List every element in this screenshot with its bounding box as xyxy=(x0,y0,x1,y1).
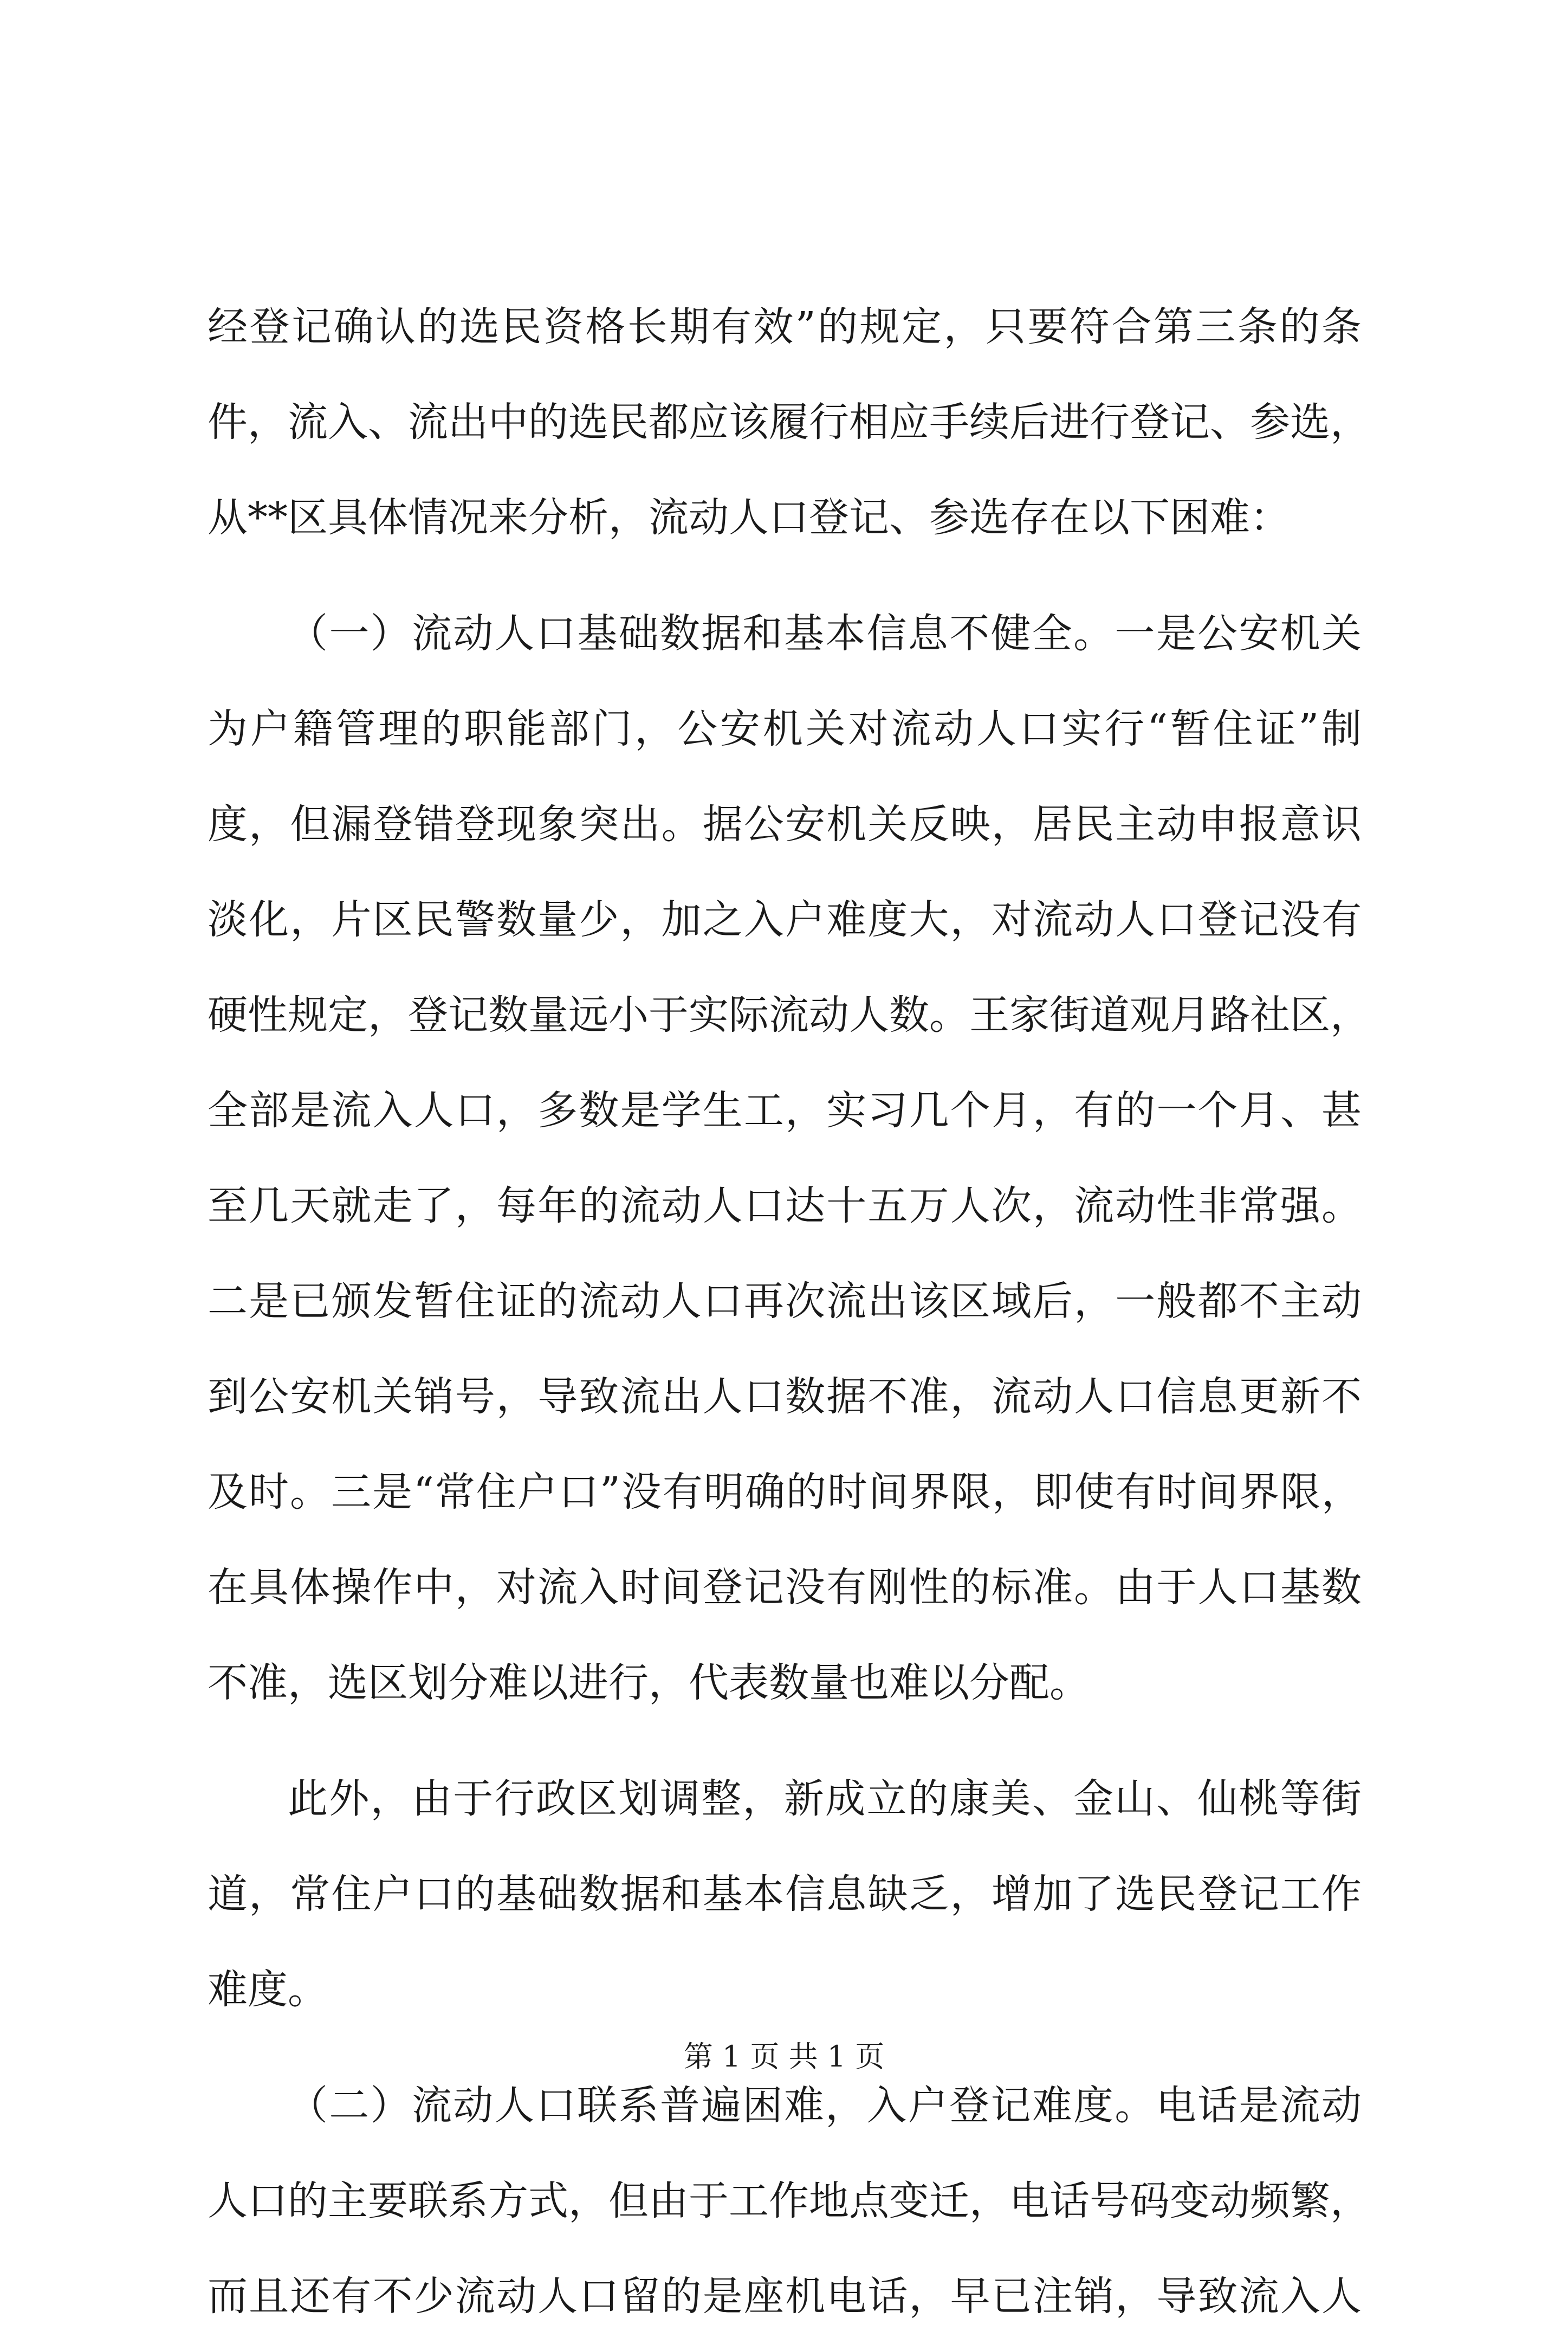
text-line: 度，但漏登错登现象突出。据公安机关反映，居民主动申报意识 xyxy=(208,801,1362,848)
paragraph-gap xyxy=(208,565,1362,586)
text-line: 至几天就走了，每年的流动人口达十五万人次，流动性非常强。 xyxy=(208,1183,1362,1229)
text-line: （二）流动人口联系普遍困难，入户登记难度。电话是流动 xyxy=(288,2082,1362,2129)
text-line: 从**区具体情况来分析，流动人口登记、参选存在以下困难： xyxy=(208,494,1290,541)
text-line: （一）流动人口基础数据和基本信息不健全。一是公安机关 xyxy=(288,610,1362,657)
text-line: 二是已颁发暂住证的流动人口再次流出该区域后，一般都不主动 xyxy=(208,1278,1362,1325)
text-line: 此外，由于行政区划调整，新成立的康美、金山、仙桃等街 xyxy=(288,1775,1362,1822)
text-line: 及时。三是“常住户口”没有明确的时间界限，即使有时间界限， xyxy=(208,1469,1362,1515)
text-line: 人口的主要联系方式，但由于工作地点变迁，电话号码变动频繁， xyxy=(208,2178,1370,2224)
text-line: 件，流入、流出中的选民都应该履行相应手续后进行登记、参选， xyxy=(208,399,1370,445)
page-number-label: 第 1 页 共 1 页 xyxy=(683,2039,885,2074)
text-line: 不准，选区划分难以进行，代表数量也难以分配。 xyxy=(208,1659,1090,1706)
text-line: 道，常住户口的基础数据和基本信息缺乏，增加了选民登记工作 xyxy=(208,1871,1362,1917)
text-line: 在具体操作中，对流入时间登记没有刚性的标准。由于人口基数 xyxy=(208,1564,1362,1611)
text-line: 经登记确认的选民资格长期有效”的规定，只要符合第三条的条 xyxy=(208,304,1362,350)
page-footer xyxy=(0,2035,1568,2078)
text-line: 全部是流入人口，多数是学生工，实习几个月，有的一个月、甚 xyxy=(208,1087,1362,1134)
text-line: 为户籍管理的职能部门，公安机关对流动人口实行“暂住证”制 xyxy=(208,706,1362,752)
text-line: 而且还有不少流动人口留的是座机电话，早已注销，导致流入人 xyxy=(208,2273,1362,2320)
document-body xyxy=(208,279,1370,2344)
text-line: 淡化，片区民警数量少，加之入户难度大，对流动人口登记没有 xyxy=(208,896,1362,943)
text-line: 到公安机关销号，导致流出人口数据不准，流动人口信息更新不 xyxy=(208,1373,1362,1420)
paragraph-gap xyxy=(208,1730,1362,1751)
text-line: 硬性规定，登记数量远小于实际流动人数。王家街道观月路社区， xyxy=(208,992,1370,1038)
text-line: 难度。 xyxy=(208,1966,328,2013)
